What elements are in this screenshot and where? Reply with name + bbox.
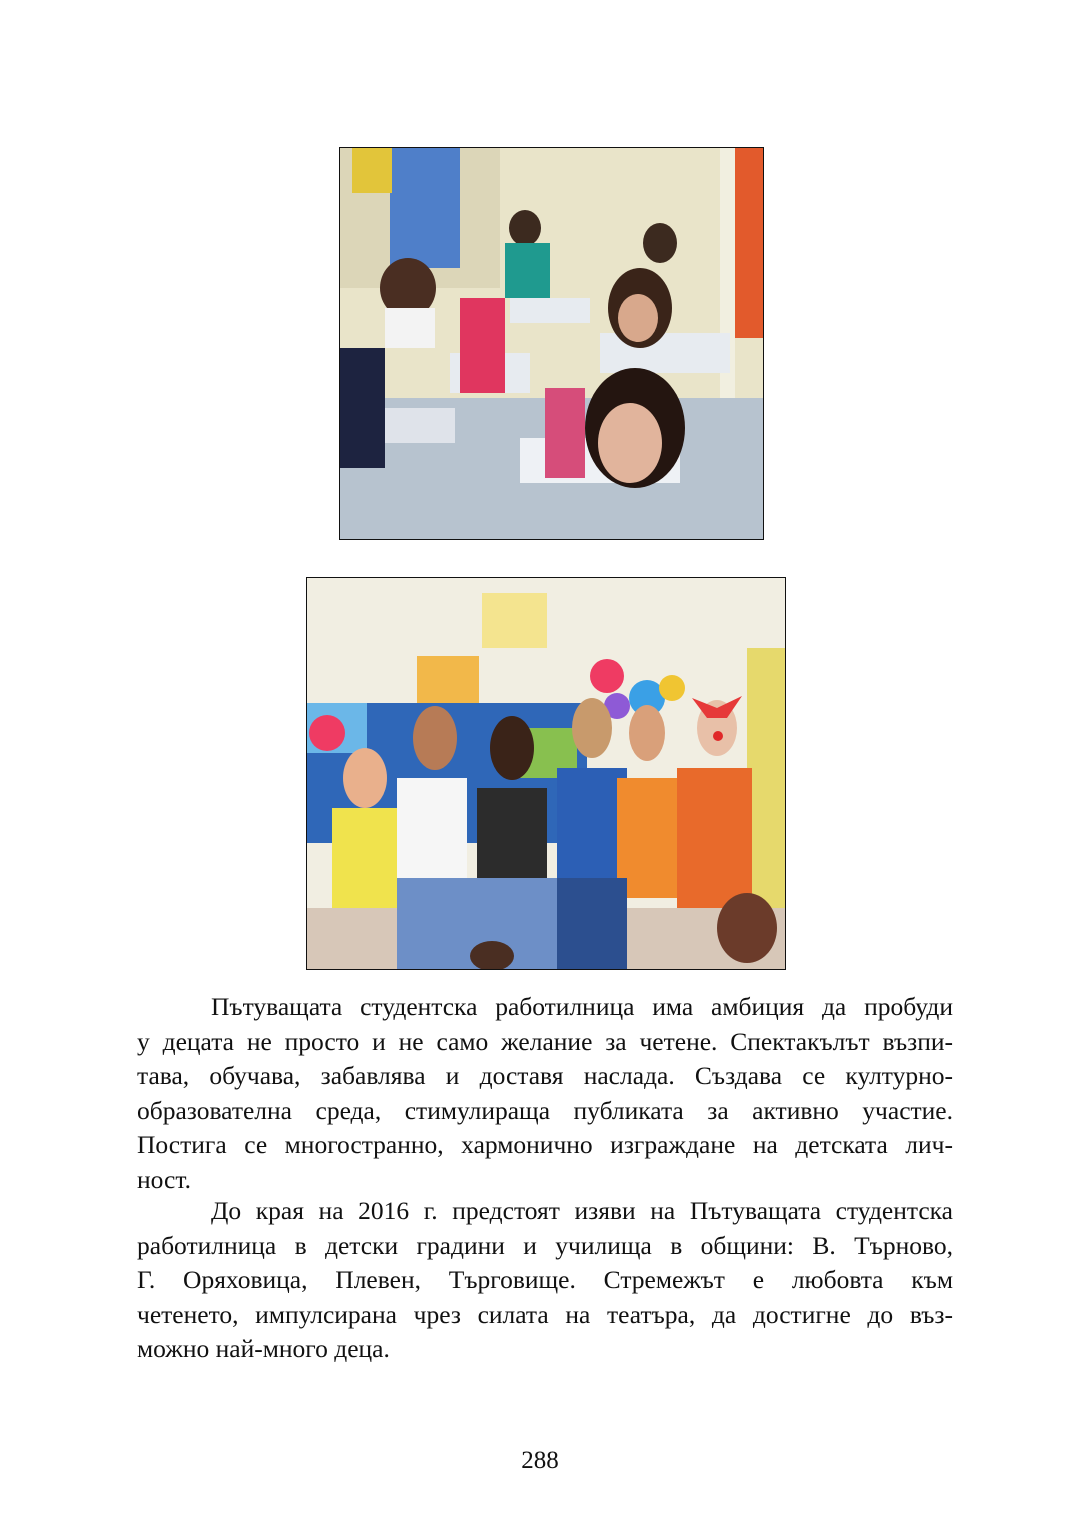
performers-photo xyxy=(306,577,786,970)
paragraph-1-line: тава, обучава, забавлява и доставя наслада. Създава се културно- xyxy=(137,1061,953,1091)
classroom-photo-illustration xyxy=(340,148,763,539)
paragraph-2-line: Г. Оряховица, Плевен, Търговище. Стремежът е любовта към xyxy=(137,1265,953,1295)
classroom-photo xyxy=(339,147,764,540)
paragraph-1-line: ност. xyxy=(137,1164,191,1194)
paragraph-1-line: у децата не просто и не само желание за четене. Спектакълът възпи- xyxy=(137,1026,953,1056)
paragraph-1 xyxy=(137,990,953,1198)
paragraph-2-line: можно най-много деца. xyxy=(137,1334,390,1364)
paragraph-1-line: Пътуващата студентска работилница има амбиция да пробуди xyxy=(211,992,953,1021)
paragraph-1-line: образователна среда, стимулираща публиката за активно участие. xyxy=(137,1095,953,1125)
paragraph-2-line: четенето, импулсирана чрез силата на театъра, да достигне до въз- xyxy=(137,1299,953,1329)
paragraph-1-line: Постига се многостранно, хармонично изграждане на детската лич- xyxy=(137,1130,953,1160)
paragraph-2-line: До края на 2016 г. предстоят изяви на Пътуващата студентска xyxy=(211,1196,953,1225)
paragraph-2-line: работилница в детски градини и училища в общини: В. Търново, xyxy=(137,1230,953,1260)
paragraph-2 xyxy=(137,1194,953,1367)
performers-photo-illustration xyxy=(307,578,785,969)
page-number: 288 xyxy=(521,1447,559,1474)
